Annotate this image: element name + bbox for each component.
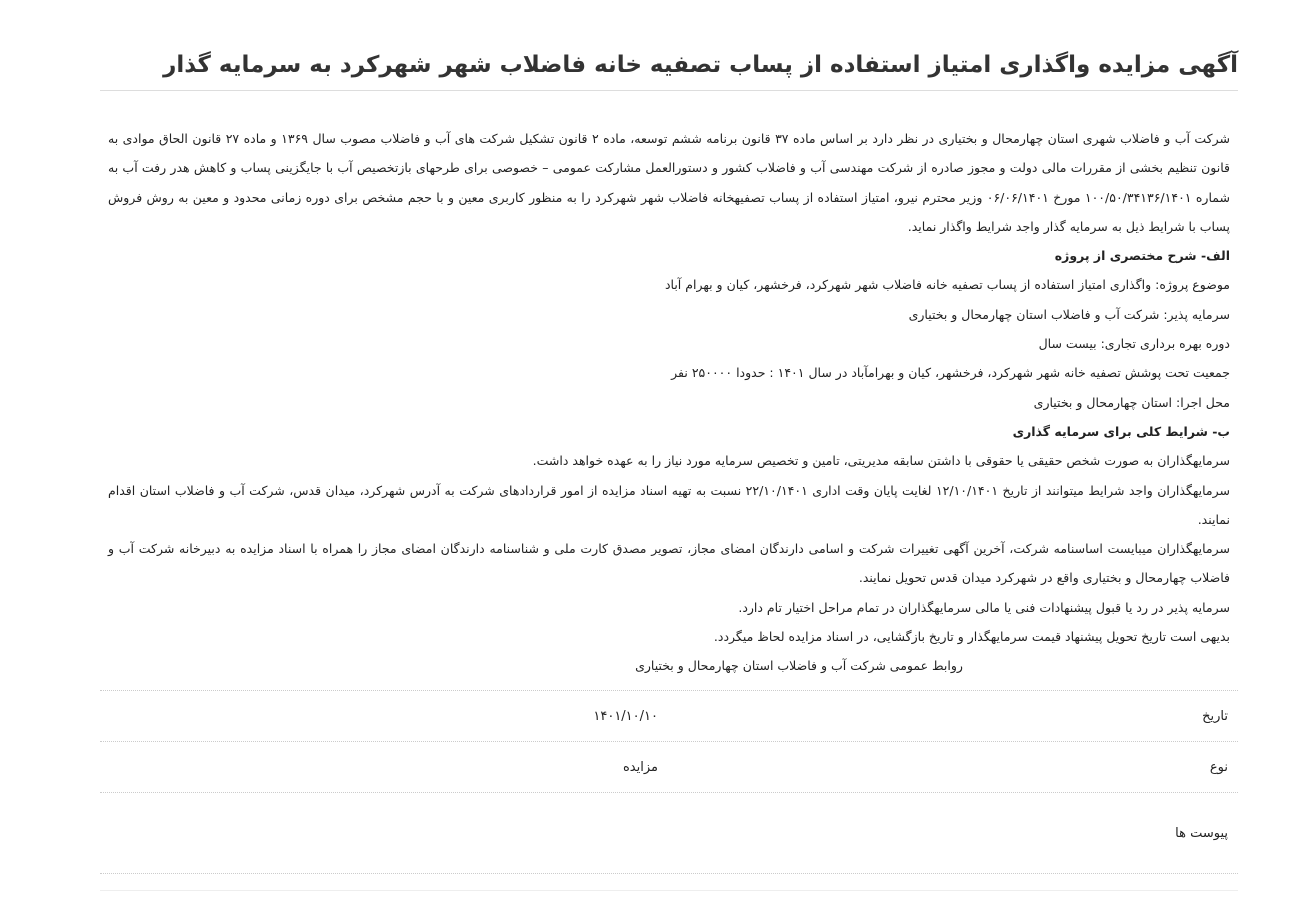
section-a-item: محل اجرا: استان چهارمحال و بختیاری xyxy=(1033,394,1230,410)
bottom-divider xyxy=(100,890,1238,891)
type-label: نوع xyxy=(1209,759,1228,775)
page-title: آگهی مزایده واگذاری امتیاز استفاده از پساب تصفیه خانه فاضلاب شهر شهرکرد به سرمایه گذار xyxy=(100,52,1238,91)
section-a-item: دوره بهره برداری تجاری: بیست سال xyxy=(1038,336,1230,352)
section-b-heading: ب- شرایط کلی برای سرمایه گذاری xyxy=(1012,423,1230,439)
metadata-table xyxy=(100,690,1238,874)
section-a-item: موضوع پروژه: واگذاری امتیاز استفاده از پساب تصفیه خانه فاضلاب شهر شهرکرد، فرخشهر، کیان و بهرام آباد xyxy=(664,277,1230,293)
date-value: ۱۴۰۱/۱۰/۱۰ xyxy=(593,708,658,724)
section-a-heading: الف- شرح مختصری از پروژه xyxy=(1054,248,1230,264)
intro-paragraph: شرکت آب و فاضلاب شهری استان چهارمحال و بختیاری در نظر دارد بر اساس ماده ۳۷ قانون برنامه ششم توسعه، ماده ۲ قانون تشکیل شرکت های آب و فاضلاب مصوب سال ۱۳۶۹ و ماده ۲۷ قانون الحاق موادی به قانون تنظیم بخشی از مقررات مالی دولت و مجوز صادره از شرکت مهندسی آب و فاضلاب کشور و دستورالعمل مشارکت عمومی – خصوصی برای طرحهای بازتخصیص آب با جایگزینی پساب و کاهش هدر رفت آب به شماره ۱۰۰/۵۰/۳۴۱۳۶/۱۴۰۱ مورخ ۰۶/۰۶/۱۴۰۱ وزیر محترم نیرو، امتیاز استفاده از پساب تصفیهخانه فاضلاب شهر شهرکرد را به منظور کاربری معین و با حجم مشخص برای دوره زمانی محدود و معین به روش فروش پساب با شرایط ذیل به سرمایه گذار واجد شرایط واگذار نماید. xyxy=(108,131,1230,234)
section-a-item: جمعیت تحت پوشش تصفیه خانه شهر شهرکرد، فرخشهر، کیان و بهرامآباد در سال ۱۴۰۱ : حدودا ۲۵۰۰۰۰ نفر xyxy=(671,365,1230,381)
section-b-item: سرمایه پذیر در رد یا قبول پیشنهادات فنی یا مالی سرمایهگذاران در تمام مراحل اختیار تام دارد. xyxy=(738,599,1230,615)
type-value: مزایده xyxy=(622,759,658,775)
section-b-item: سرمایهگذاران میبایست اساسنامه شرکت، آخرین آگهی تغییرات شرکت و اسامی دارندگان امضای مجاز، تصویر مصدق کارت ملی و شناسنامه دارندگان امضای مجاز را همراه با اسناد مزایده به دبیرخانه شرکت آب و فاضلاب چهارمحال و بختیاری واقع در شهرکرد میدان قدس تحویل نمایند. xyxy=(108,541,1230,586)
section-b-item: سرمایهگذاران واجد شرایط میتوانند از تاریخ ۱۲/۱۰/۱۴۰۱ لغایت پایان وقت اداری ۲۲/۱۰/۱۴۰۱ نسبت به تهیه اسناد مزایده از امور قراردادهای شرکت به آدرس شهرکرد، میدان قدس، شرکت آب و فاضلاب استان اقدام نمایند. xyxy=(108,482,1230,527)
date-label: تاریخ xyxy=(1202,708,1228,724)
announcement-body xyxy=(108,124,1230,681)
meta-row-attachments xyxy=(100,792,1238,874)
meta-row-date xyxy=(100,690,1238,741)
signature: روابط عمومی شرکت آب و فاضلاب استان چهارمحال و بختیاری xyxy=(635,658,963,674)
section-b-item: بدیهی است تاریخ تحویل پیشنهاد قیمت سرمایهگذار و تاریخ بازگشایی، در اسناد مزایده لحاظ میگردد. xyxy=(713,629,1230,645)
attachments-label: پیوست ها xyxy=(1175,825,1228,841)
section-a-item: سرمایه پذیر: شرکت آب و فاضلاب استان چهارمحال و بختیاری xyxy=(908,306,1230,322)
meta-row-type xyxy=(100,741,1238,792)
section-b-item: سرمایهگذاران به صورت شخص حقیقی یا حقوقی با داشتن سابقه مدیریتی، تامین و تخصیص سرمایه مورد نیاز را به عهده خواهد داشت. xyxy=(532,453,1230,469)
